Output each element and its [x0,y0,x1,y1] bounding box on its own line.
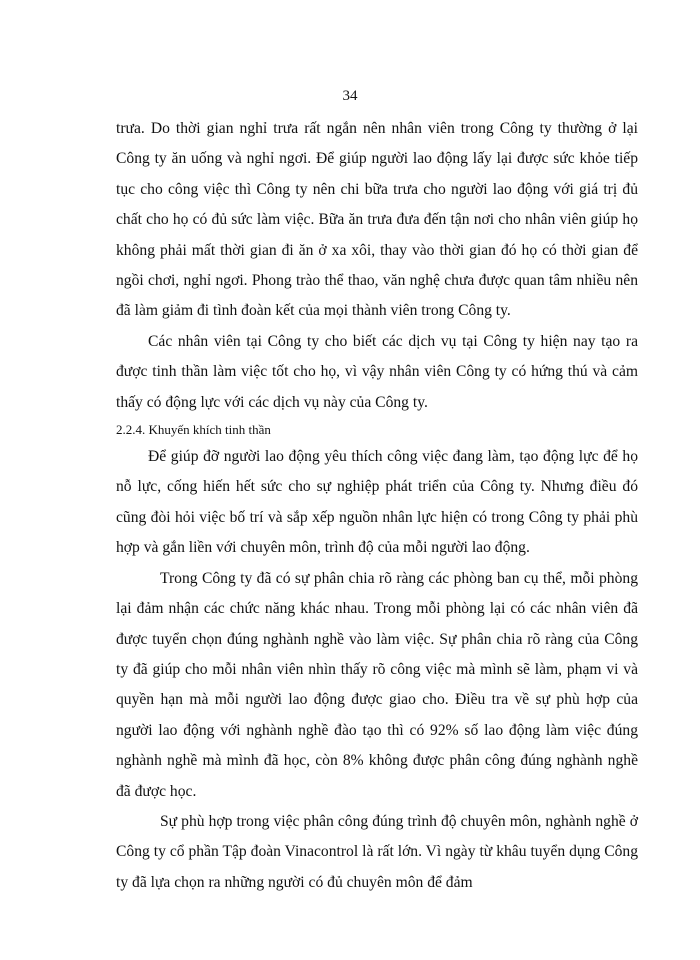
document-body [116,114,638,898]
paragraph-4: Trong Công ty đã có sự phân chia rõ ràng các phòng ban cụ thể, mỗi phòng lại đảm nhận các chức năng khác nhau. Trong mỗi phòng lại có các nhân viên đã được tuyển chọn đúng nghành nghề vào làm việc. Sự phân chia rõ ràng của Công ty đã giúp cho mỗi nhân viên nhìn thấy rõ công việc mà mình sẽ làm, phạm vi và quyền hạn mà mỗi người lao động được giao cho. Điều tra về sự phù hợp của người lao động với nghành nghề đào tạo thì có 92% số lao động làm việc đúng nghành nghề mà mình đã học, còn 8% không được phân công đúng nghành nghề đã được học. [116,569,638,800]
paragraph-3: Để giúp đỡ người lao động yêu thích công việc đang làm, tạo động lực để họ nỗ lực, cống hiến hết sức cho sự nghiệp phát triển của Công ty. Nhưng điều đó cũng đòi hỏi việc bố trí và sắp xếp nguồn nhân lực hiện có trong Công ty phải phù hợp và gắn liền với chuyên môn, trình độ của mỗi người lao động. [116,448,638,557]
section-heading: 2.2.4. Khuyến khích tinh thần [116,422,271,438]
paragraph-2: Các nhân viên tại Công ty cho biết các dịch vụ tại Công ty hiện nay tạo ra được tinh thần làm việc tốt cho họ, vì vậy nhân viên Công ty có hứng thú và cảm thấy có động lực với các dịch vụ này của Công ty. [116,332,638,411]
paragraph-5: Sự phù hợp trong việc phân công đúng trình độ chuyên môn, nghành nghề ở Công ty cổ phần Tập đoàn Vinacontrol là rất lớn. Vì ngày từ khâu tuyển dụng Công ty đã lựa chọn ra những người có đủ chuyên môn để đảm [116,812,638,891]
page-number: 34 [342,88,358,104]
paragraph-1: trưa. Do thời gian nghỉ trưa rất ngắn nên nhân viên trong Công ty thường ở lại Công ty ăn uống và nghỉ ngơi. Để giúp người lao động lấy lại được sức khỏe tiếp tục cho công việc thì Công ty nên chi bữa trưa cho người lao động với giá trị đủ chất cho họ có đủ sức làm việc. Bữa ăn trưa đưa đến tận nơi cho nhân viên giúp họ không phải mất thời gian đi ăn ở xa xôi, thay vào thời gian đó họ có thời gian để ngồi chơi, nghỉ ngơi. Phong trào thể thao, văn nghệ chưa được quan tâm nhiều nên đã làm giảm đi tình đoàn kết của mọi thành viên trong Công ty. [116,120,638,320]
